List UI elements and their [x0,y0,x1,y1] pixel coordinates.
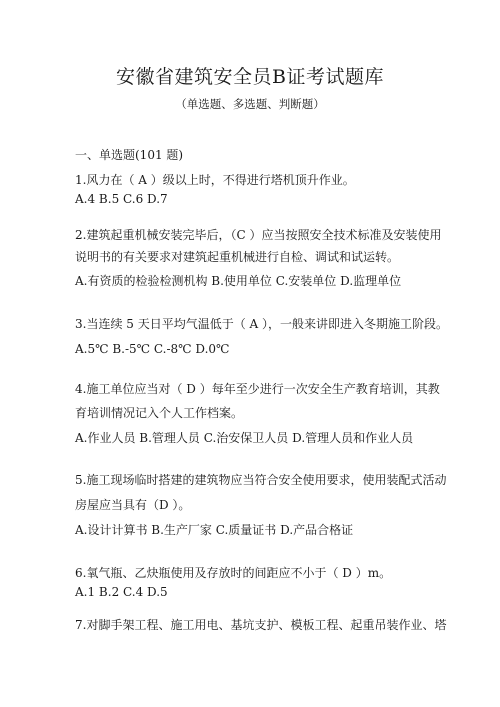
question-1-text-line-1: 1.风力在（ A ）级以上时，不得进行塔机顶升作业。 [75,173,355,187]
question-5-text-line-2: 房屋应当具有（D ）。 [75,498,191,512]
question-4-options: A.作业人员 B.管理人员 C.治安保卫人员 D.管理人员和作业人员 [75,431,414,445]
question-3-options: A.5℃ B.-5℃ C.-8℃ D.0℃ [75,342,230,356]
question-5-options: A.设计计算书 B.生产厂家 C.质量证书 D.产品合格证 [75,523,354,537]
question-2-text-line-1: 2.建筑起重机械安装完毕后，（C ）应当按照安全技术标准及安装使用 [75,228,442,242]
question-1-options: A.4 B.5 C.6 D.7 [75,192,168,206]
document-subtitle: （单选题、多选题、判断题） [175,97,325,111]
question-2-text-line-2: 说明书的有关要求对建筑起重机械进行自检、调试和试运转。 [75,250,400,264]
question-7-text-line-1: 7.对脚手架工程、施工用电、基坑支护、模板工程、起重吊装作业、塔 [75,618,447,632]
question-4-text-line-1: 4.施工单位应当对（ D ）每年至少进行一次安全生产教育培训，其教 [75,382,440,396]
document-title: 安徽省建筑安全员B证考试题库 [116,66,384,88]
question-6-text-line-1: 6.氧气瓶、乙炔瓶使用及存放时的间距应不小于（ D ）m。 [75,566,392,580]
question-2-options: A.有资质的检验检测机构 B.使用单位 C.安装单位 D.监理单位 [75,274,402,288]
question-3-text-line-1: 3.当连续 5 天日平均气温低于（ A ），一般来讲即进入冬期施工阶段。 [75,317,449,331]
question-4-text-line-2: 育培训情况记入个人工作档案。 [75,406,244,420]
question-6-options: A.1 B.2 C.4 D.5 [75,585,168,599]
question-5-text-line-1: 5.施工现场临时搭建的建筑物应当符合安全使用要求，使用装配式活动 [75,473,447,487]
section-heading: 一、单选题(101 题) [75,148,184,162]
